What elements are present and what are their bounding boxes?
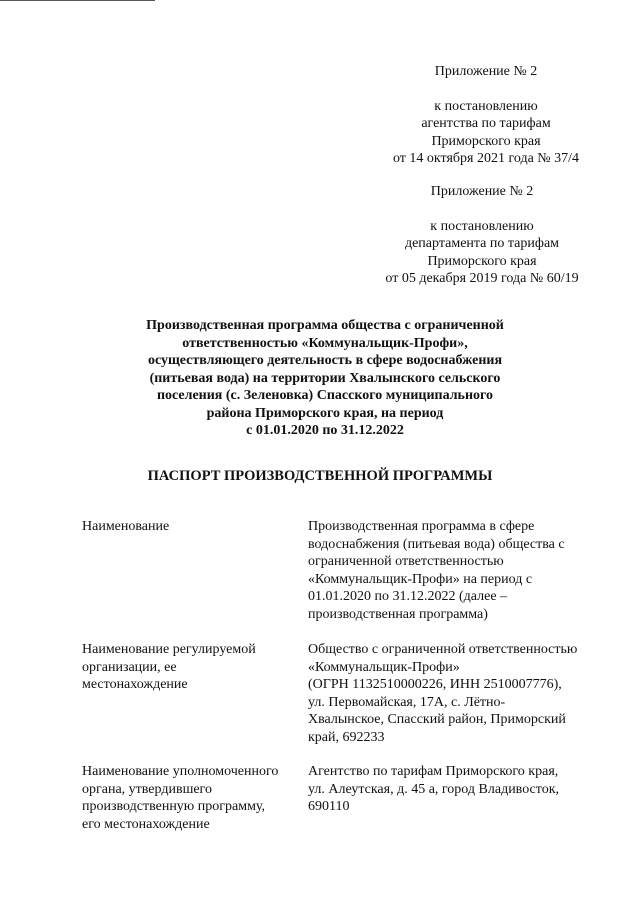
- row-label: [82, 641, 297, 694]
- value-line: Общество с ограниченной ответственностью: [308, 642, 578, 657]
- row-value: [308, 641, 608, 746]
- title-line: района Приморского края, на период: [206, 405, 444, 421]
- row-value: [308, 518, 608, 623]
- title-line: осуществляющего деятельность в сфере водоснабжения: [147, 353, 503, 368]
- label-line: его местонахождение: [82, 816, 210, 832]
- appendix-line: к постановлению: [434, 98, 538, 114]
- row-label: [82, 518, 297, 536]
- appendix-line: департамента по тарифам: [404, 236, 560, 251]
- appendix-line: агентства по тарифам: [421, 116, 551, 131]
- label-line: производственную программу,: [82, 799, 266, 814]
- appendix-line: Приморского края: [431, 133, 541, 149]
- value-line: Хвалынское, Спасский район, Приморский: [308, 712, 566, 727]
- label-line: Наименование регулируемой: [82, 642, 256, 657]
- value-line: водоснабжения (питьевая вода) общества с: [308, 536, 565, 552]
- title-line: (питьевая вода) на территории Хвалынского сельского: [149, 370, 501, 386]
- appendix-line: от 05 декабря 2019 года № 60/19: [385, 271, 579, 286]
- value-line: (ОГРН 1132510000226, ИНН 2510007776),: [308, 677, 562, 692]
- value-line: производственная программа): [308, 606, 488, 622]
- appendix-line: от 14 октября 2021 года № 37/4: [392, 151, 580, 166]
- appendix-block-2: [364, 183, 600, 288]
- value-line: ограниченной ответственностью: [308, 554, 504, 569]
- value-line: Производственная программа в сфере: [308, 519, 535, 534]
- scan-edge-mark: [0, 0, 155, 1]
- value-line: ул. Первомайская, 17А, с. Лётно-: [308, 694, 506, 710]
- title-line: поселения (с. Зеленовка) Спасского муниципального: [156, 388, 494, 403]
- label-line: организации, ее: [82, 659, 177, 675]
- appendix-heading: Приложение № 2: [430, 184, 534, 199]
- title-line: Производственная программа общества с ограниченной: [146, 318, 504, 333]
- value-line: 690110: [308, 799, 350, 814]
- title-line: ответственностью «Коммунальщик-Профи»,: [182, 335, 468, 351]
- row-value: [308, 763, 608, 816]
- value-line: край, 692233: [308, 729, 385, 745]
- value-line: «Коммунальщик-Профи» на период с: [308, 571, 533, 587]
- document-title: [120, 317, 530, 440]
- appendix-line: к постановлению: [430, 218, 534, 234]
- value-line: 01.01.2020 по 31.12.2022 (далее –: [308, 589, 508, 604]
- label-line: органа, утвердившего: [82, 781, 212, 797]
- appendix-heading: Приложение № 2: [434, 64, 538, 79]
- value-line: Агентство по тарифам Приморского края,: [308, 764, 559, 779]
- label-line: местонахождение: [82, 677, 188, 692]
- value-line: ул. Алеутская, д. 45 а, город Владивосток,: [308, 781, 559, 797]
- row-label: [82, 763, 297, 833]
- title-line: с 01.01.2020 по 31.12.2022: [246, 423, 404, 438]
- appendix-block-1: [372, 63, 600, 168]
- label-line: Наименование уполномоченного: [82, 764, 279, 779]
- value-line: «Коммунальщик-Профи»: [308, 659, 460, 675]
- passport-heading: ПАСПОРТ ПРОИЗВОДСТВЕННОЙ ПРОГРАММЫ: [147, 468, 493, 484]
- appendix-line: Приморского края: [427, 253, 537, 269]
- label-line: Наименование: [82, 519, 170, 534]
